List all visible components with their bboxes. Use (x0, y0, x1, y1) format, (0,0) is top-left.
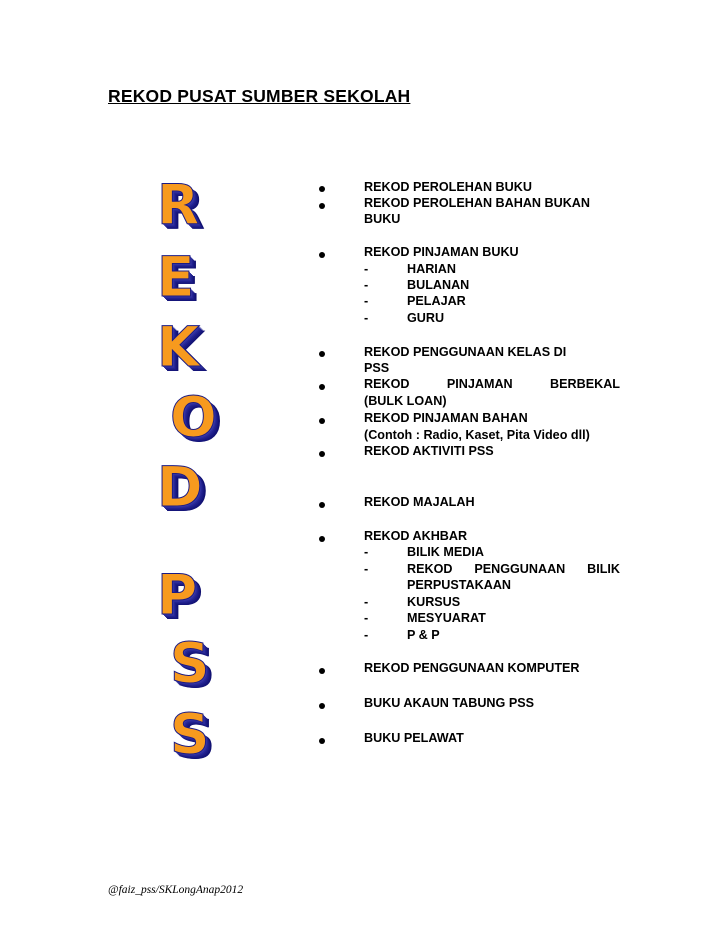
item-aktiviti: REKOD AKTIVITI PSS (364, 444, 494, 458)
dash: - (364, 611, 369, 625)
big-letter-s-1: S (170, 631, 210, 695)
sub-item-penggunaan-bilik (407, 562, 620, 577)
sub-item-p-dan-p: P & P (407, 628, 440, 642)
item-perolehan-buku: REKOD PEROLEHAN BUKU (364, 180, 532, 194)
item-perolehan-bahan-line1: REKOD PEROLEHAN BAHAN BUKAN (364, 196, 590, 210)
item-penggunaan-kelas-line2: PSS (364, 361, 390, 375)
bullet-icon (319, 738, 325, 744)
dash: - (364, 595, 369, 609)
word: PENGGUNAAN (474, 562, 566, 576)
dash: - (364, 262, 369, 276)
bullet-icon (319, 418, 325, 424)
dash: - (364, 628, 369, 642)
dash: - (364, 545, 369, 559)
dash: - (364, 311, 369, 325)
bullet-icon (319, 703, 325, 709)
sub-item-pelajar: PELAJAR (407, 294, 466, 308)
sub-item-bilik-media: BILIK MEDIA (407, 545, 484, 559)
item-pinjaman-berbekal-line2: (BULK LOAN) (364, 394, 447, 408)
word: REKOD (364, 377, 410, 391)
big-letter-o: O (170, 385, 217, 449)
item-buku-pelawat: BUKU PELAWAT (364, 731, 464, 745)
bullet-icon (319, 351, 325, 357)
sub-item-harian: HARIAN (407, 262, 456, 276)
item-perolehan-bahan-line2: BUKU (364, 212, 401, 226)
item-pinjaman-berbekal-line1 (364, 377, 620, 392)
footer-credit: @faiz_pss/SKLongAnap2012 (108, 884, 244, 896)
item-pinjaman-bahan-note: (Contoh : Radio, Kaset, Pita Video dll) (364, 428, 590, 442)
bullet-icon (319, 252, 325, 258)
item-majalah: REKOD MAJALAH (364, 495, 475, 509)
big-letter-p: P (157, 563, 198, 627)
dash: - (364, 278, 369, 292)
dash: - (364, 294, 369, 308)
word: REKOD (407, 562, 453, 576)
item-buku-akaun: BUKU AKAUN TABUNG PSS (364, 696, 535, 710)
dash: - (364, 562, 369, 576)
item-akhbar: REKOD AKHBAR (364, 529, 468, 543)
bullet-icon (319, 384, 325, 390)
item-penggunaan-kelas-line1: REKOD PENGGUNAAN KELAS DI (364, 345, 567, 359)
bullet-icon (319, 451, 325, 457)
bullet-icon (319, 186, 325, 192)
sub-item-bulanan: BULANAN (407, 278, 470, 292)
sub-item-kursus: KURSUS (407, 595, 461, 609)
big-letter-e: E (157, 245, 195, 309)
page-title: REKOD PUSAT SUMBER SEKOLAH (108, 86, 411, 106)
bullet-icon (319, 203, 325, 209)
item-pinjaman-bahan: REKOD PINJAMAN BAHAN (364, 411, 528, 425)
sub-item-perpustakaan: PERPUSTAKAAN (407, 578, 512, 592)
big-letter-s-2: S (170, 702, 210, 766)
big-letter-d: D (157, 455, 203, 519)
word: PINJAMAN (446, 377, 513, 391)
bullet-icon (319, 536, 325, 542)
big-letter-k: K (157, 315, 200, 379)
sub-item-mesyuarat: MESYUARAT (407, 611, 486, 625)
bullet-icon (319, 502, 325, 508)
big-letter-r: R (157, 173, 200, 237)
word: BILIK (587, 562, 620, 576)
bullet-icon (319, 668, 325, 674)
item-pinjaman-buku: REKOD PINJAMAN BUKU (364, 245, 519, 259)
sub-item-guru: GURU (407, 311, 445, 325)
item-penggunaan-komputer: REKOD PENGGUNAAN KOMPUTER (364, 661, 580, 675)
word: BERBEKAL (550, 377, 620, 391)
